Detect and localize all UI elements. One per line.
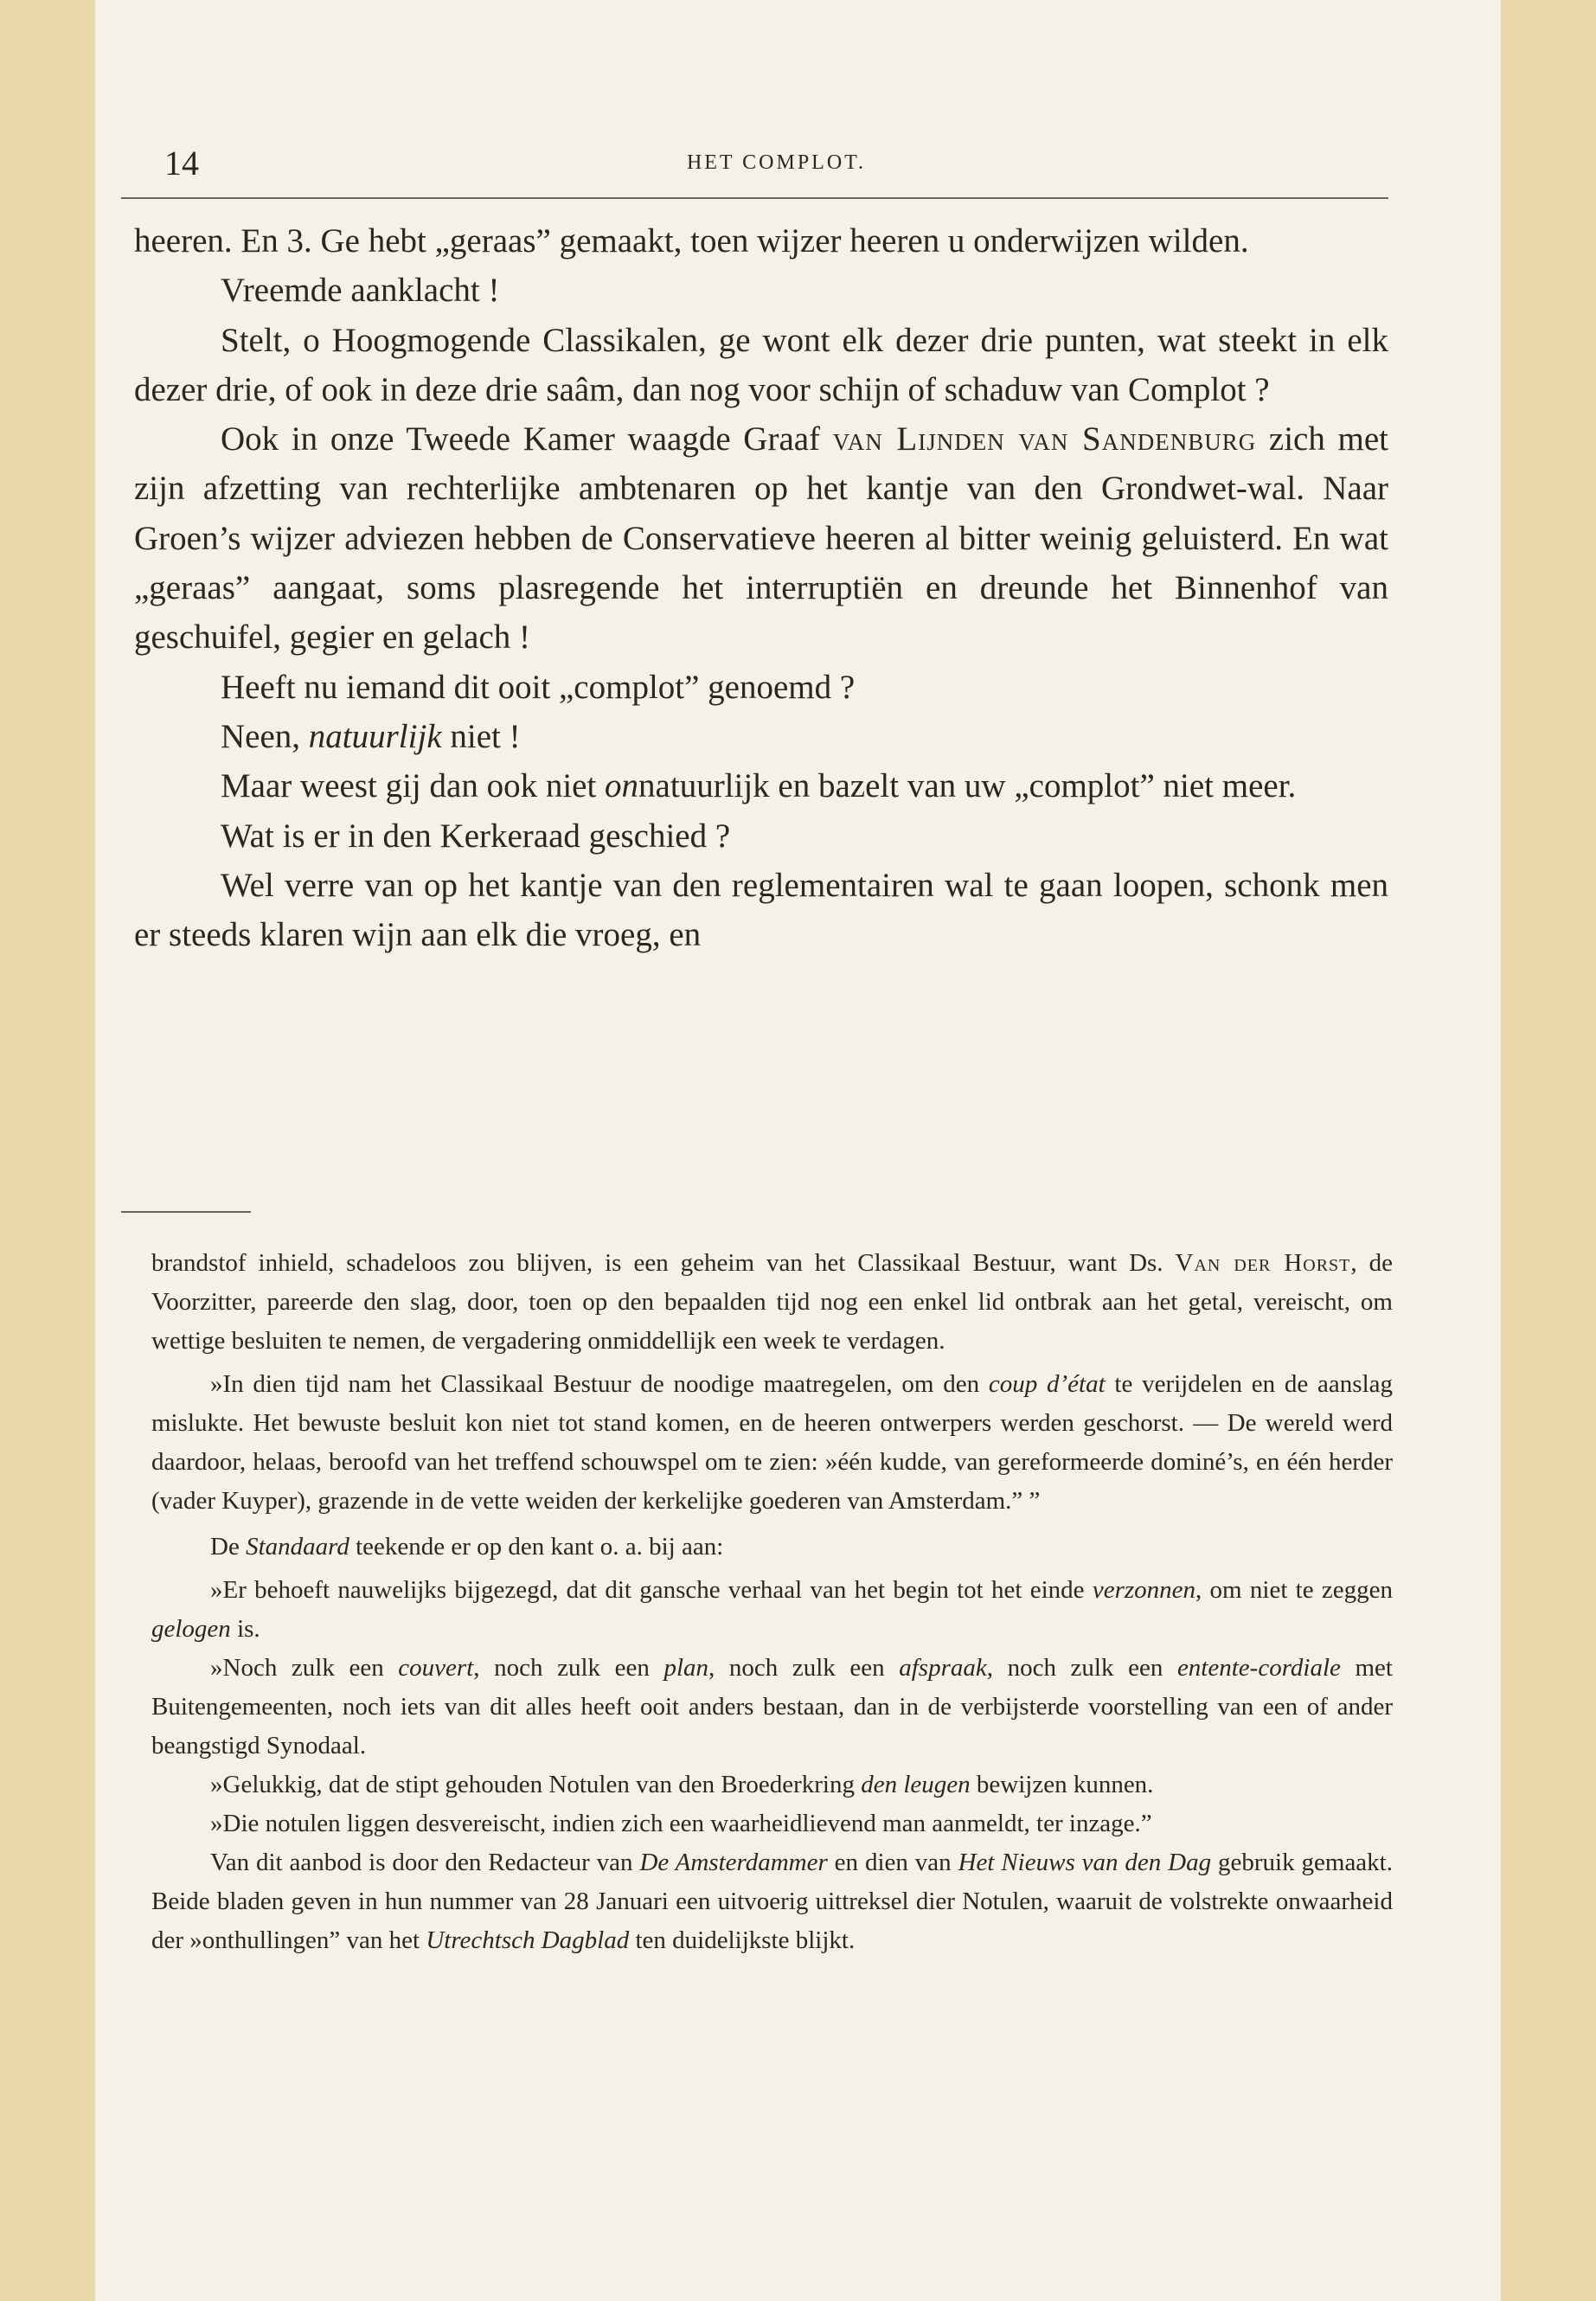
footnote-paragraph: »In dien tijd nam het Classikaal Bestuur de noodige maatregelen, om den coup d’état te verijdelen en de aanslag mislukte. Het bewuste besluit kon niet tot stand komen, en de heeren ontwerpers werden geschorst. — De wereld werd daardoor, helaas, beroofd van het treffend schouwspel om te zien: »één kudde, van gereformeerde dominé’s, en één herder (vader Kuyper), grazende in de vette weiden der kerkelijke goederen van Amsterdam.” ” xyxy=(151,1370,1394,1515)
paragraph: Vreemde aanklacht ! xyxy=(221,272,500,310)
footnote-paragraph: »Gelukkig, dat de stipt gehouden Notulen van den Broederkring den leugen bewijzen kunnen. xyxy=(210,1771,1154,1798)
emphasis: Utrechtsch Dagblad xyxy=(426,1926,630,1954)
paragraph: heeren. En 3. Ge hebt „geraas” gemaakt, toen wijzer heeren u onderwijzen wilden. xyxy=(134,222,1249,260)
paragraph: Wat is er in den Kerkeraad geschied ? xyxy=(221,817,731,855)
emphasis: natuurlijk xyxy=(308,717,442,755)
footnote-paragraph: De Standaard teekende er op den kant o. a. bij aan: xyxy=(210,1533,724,1561)
page-number: 14 xyxy=(164,144,199,183)
emphasis: afspraak xyxy=(899,1654,987,1682)
person-name: Van der Horst xyxy=(1175,1249,1351,1277)
footnote-paragraph: brandstof inhield, schadeloos zou blijven, is een geheim van het Classikaal Bestuur, want Ds. Van der Horst, de Voorzitter, pareerde den slag, door, toen op den bepaalden tijd nog een enkel lid ontbrak aan het getal, vereischt, om wettige besluiten te nemen, de vergadering onmiddellijk een week te verdagen. xyxy=(151,1249,1393,1355)
emphasis: couvert xyxy=(398,1654,474,1682)
emphasis: verzonnen xyxy=(1092,1576,1196,1604)
emphasis: Standaard xyxy=(246,1533,349,1561)
emphasis: plan xyxy=(663,1654,709,1682)
paragraph: Maar weest gij dan ook niet onnatuurlijk en bazelt van uw „complot” niet meer. xyxy=(221,767,1297,805)
footnote-paragraph: »Er behoeft nauwelijks bijgezegd, dat dit gansche verhaal van het begin tot het einde verzonnen, om niet te zeggen gelogen is. xyxy=(151,1576,1394,1643)
emphasis: De Amsterdammer xyxy=(639,1849,828,1876)
footnote-rule xyxy=(121,1211,251,1213)
paragraph: Neen, natuurlijk niet ! xyxy=(221,717,521,755)
main-text xyxy=(134,216,1388,959)
emphasis: on xyxy=(605,767,639,805)
person-name: van Lijnden van Sandenburg xyxy=(832,420,1257,458)
header-rule xyxy=(121,197,1388,199)
footnote xyxy=(151,1244,1393,1960)
running-title: HET COMPLOT. xyxy=(686,151,867,174)
paragraph: Heeft nu iemand dit ooit „complot” genoemd ? xyxy=(221,668,856,706)
emphasis: Het Nieuws van den Dag xyxy=(958,1849,1212,1876)
paragraph: Stelt, o Hoogmogende Classikalen, ge wont elk dezer drie punten, wat steekt in elk dezer drie, of ook in deze drie saâm, dan nog voor schijn of schaduw van Complot ? xyxy=(134,321,1388,408)
page-header xyxy=(164,143,1388,186)
paragraph: Ook in onze Tweede Kamer waagde Graaf van Lijnden van Sandenburg zich met zijn afzetting van rechterlijke ambtenaren op het kantje van den Grondwet-wal. Naar Groen’s wijzer adviezen hebben de Conservatieve heeren al bitter weinig geluisterd. En wat „geraas” aangaat, soms plasregende het interruptiën en dreunde het Binnenhof van geschuifel, gegier en gelach ! xyxy=(134,420,1389,657)
footnote-paragraph: »Die notulen liggen desvereischt, indien zich een waarheidlievend man aanmeldt, ter inzage.” xyxy=(210,1810,1152,1837)
emphasis: entente-cordiale xyxy=(1176,1654,1341,1682)
emphasis: coup d’état xyxy=(988,1370,1106,1398)
emphasis: gelogen xyxy=(151,1615,231,1643)
paragraph: Wel verre van op het kantje van den reglementairen wal te gaan loopen, schonk men er steeds klaren wijn aan elk die vroeg, en xyxy=(134,866,1388,954)
emphasis: den leugen xyxy=(861,1771,971,1798)
footnote-paragraph: »Noch zulk een couvert, noch zulk een plan, noch zulk een afspraak, noch zulk een entente-cordiale met Buitengemeenten, noch iets van dit alles heeft ooit anders bestaan, dan in de verbijsterde voorstelling van een of ander beangstigd Synodaal. xyxy=(151,1654,1393,1759)
footnote-paragraph: Van dit aanbod is door den Redacteur van De Amsterdammer en dien van Het Nieuws van den Dag gebruik gemaakt. Beide bladen geven in hun nummer van 28 Januari een uitvoerig uittreksel dier Notulen, waaruit de volstrekte onwaarheid der »onthullingen” van het Utrechtsch Dagblad ten duidelijkste blijkt. xyxy=(151,1849,1393,1954)
